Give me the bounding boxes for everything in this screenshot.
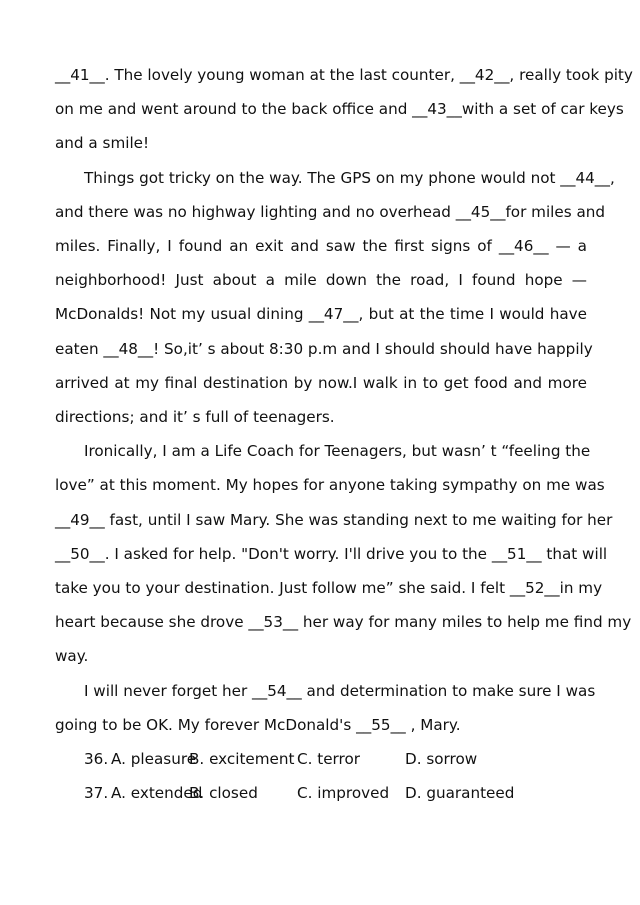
question-number: 37. [84, 784, 109, 802]
passage-line: eaten __48__! So,it’ s about 8:30 p.m and I should should have happily [55, 340, 593, 358]
option-d: D. sorrow [405, 750, 478, 768]
passage-line: arrived at my final destination by now.I walk in to get food and more [55, 374, 587, 392]
passage-line: and there was no highway lighting and no overhead __45__for miles and [55, 203, 606, 221]
passage-line: McDonalds! Not my usual dining __47__, but at the time I would have [55, 305, 587, 323]
passage-line: __41__. The lovely young woman at the last counter, __42__, really took pity [55, 66, 633, 84]
passage-line: neighborhood! Just about a mile down the road, I found hope — [55, 271, 587, 289]
passage-line: and a smile! [55, 134, 150, 152]
passage-line: way. [55, 647, 89, 665]
passage-line: Ironically, I am a Life Coach for Teenagers, but wasn’ t “feeling the [84, 442, 591, 460]
option-b: B. closed [189, 784, 258, 802]
passage-line: I will never forget her __54__ and determination to make sure I was [84, 682, 596, 700]
option-c: C. terror [297, 750, 360, 768]
passage-line: love” at this moment. My hopes for anyone taking sympathy on me was [55, 476, 605, 494]
passage-line: on me and went around to the back office and __43__with a set of car keys [55, 100, 624, 118]
passage-line: __49__ fast, until I saw Mary. She was standing next to me waiting for her [55, 511, 613, 529]
passage-line: miles. Finally, I found an exit and saw the first signs of __46__ — a [55, 237, 587, 255]
option-a: A. extended [111, 784, 203, 802]
question-36 [84, 742, 604, 776]
option-d: D. guaranteed [405, 784, 515, 802]
passage-line: Things got tricky on the way. The GPS on my phone would not __44__, [84, 169, 615, 187]
option-c: C. improved [297, 784, 390, 802]
option-a: A. pleasure [111, 750, 197, 768]
question-number: 36. [84, 750, 109, 768]
passage-line: take you to your destination. Just follow me” she said. I felt __52__in my [55, 579, 603, 597]
passage-line: heart because she drove __53__ her way for many miles to help me find my [55, 613, 632, 631]
passage-line: directions; and it’ s full of teenagers. [55, 408, 335, 426]
passage-line: __50__. I asked for help. "Don't worry. I'll drive you to the __51__ that will [55, 545, 608, 563]
question-37 [84, 776, 604, 810]
passage-line: going to be OK. My forever McDonald's __55__ , Mary. [55, 716, 461, 734]
option-b: B. excitement [189, 750, 295, 768]
